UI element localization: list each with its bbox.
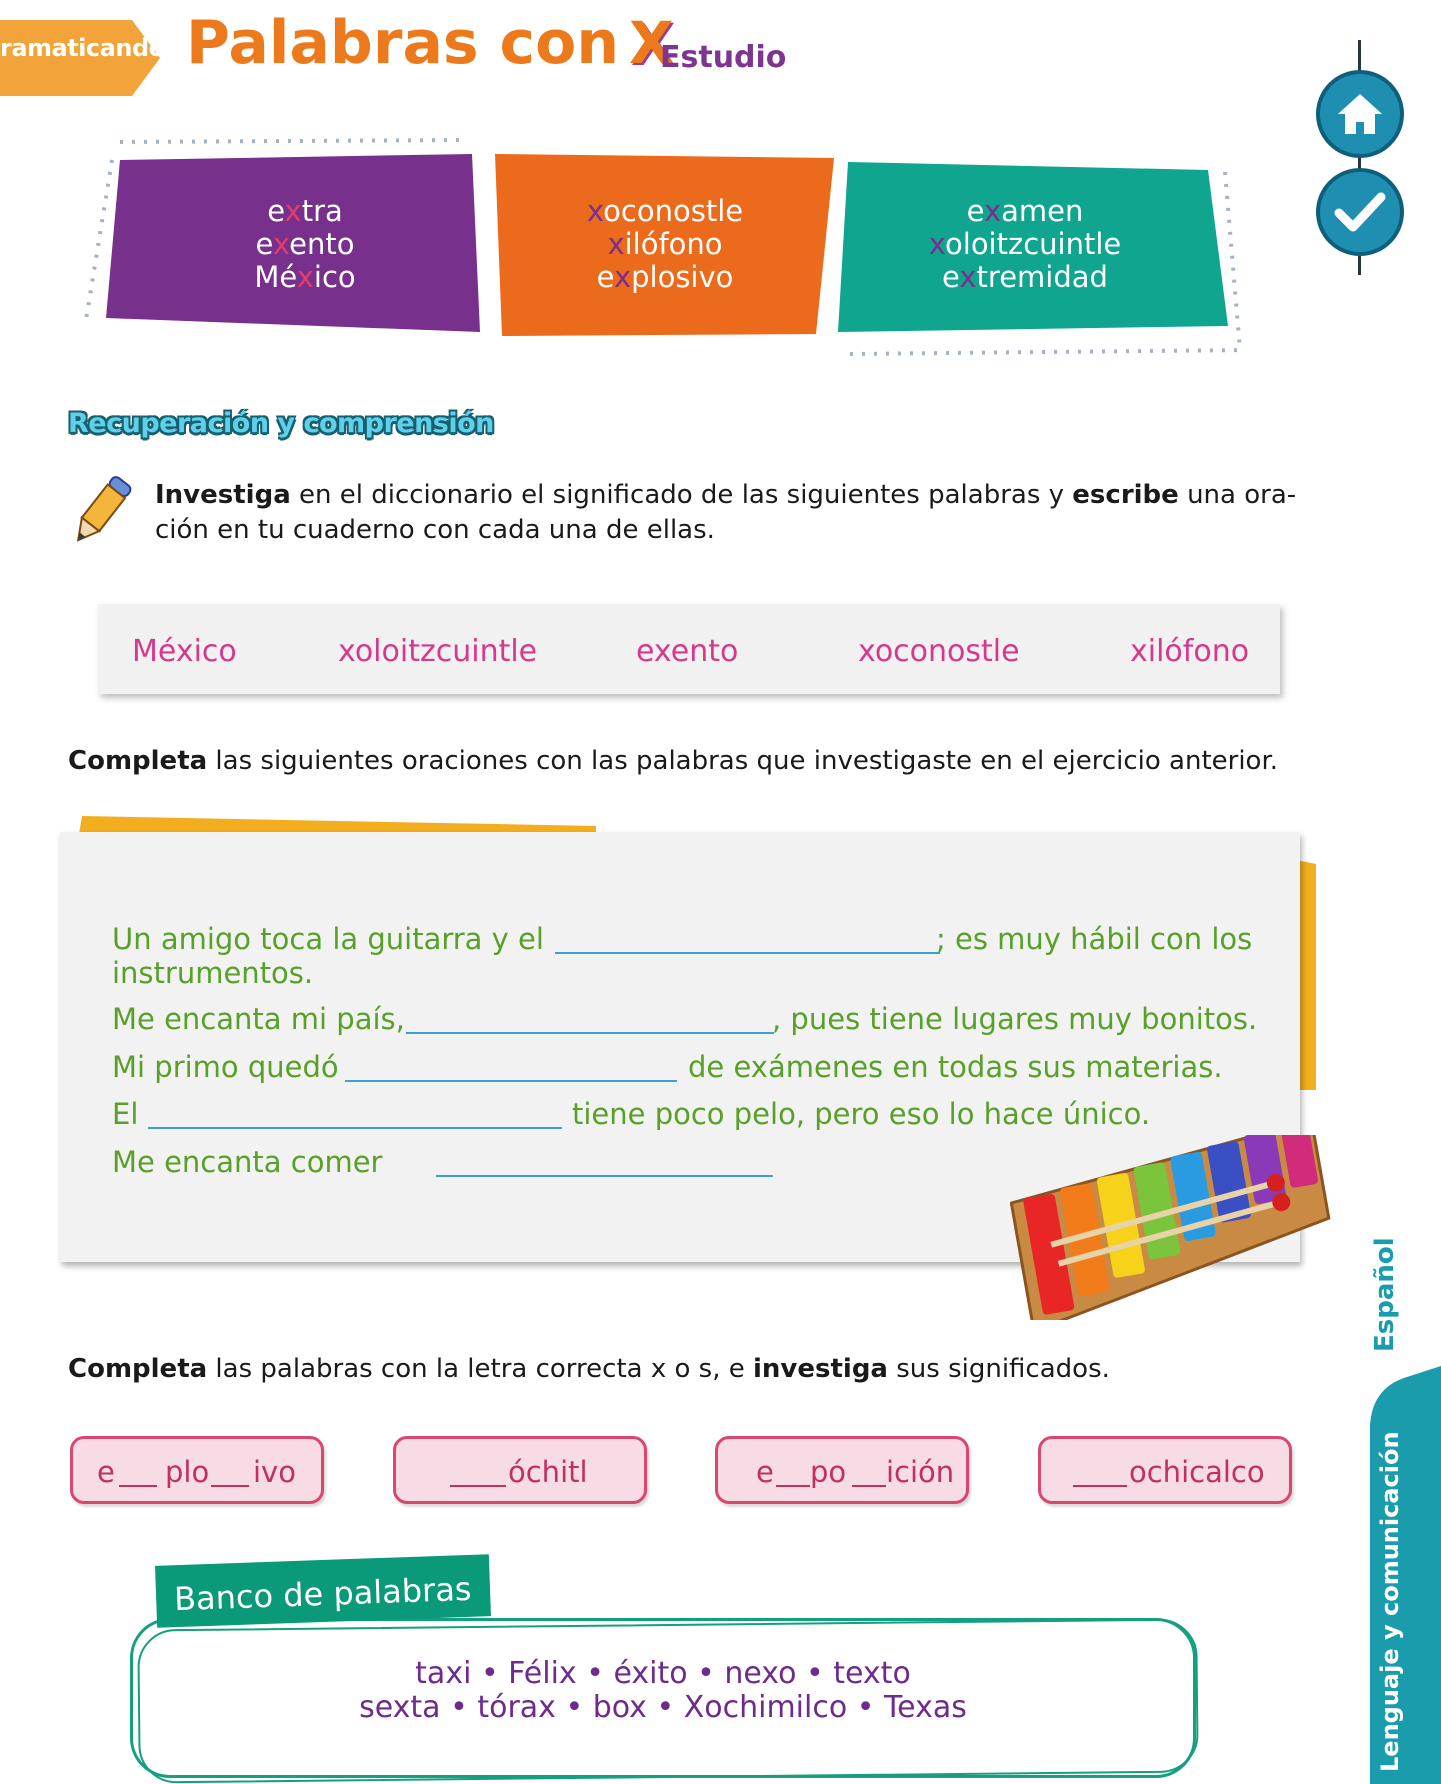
sentence-2a: Me encanta mi país, <box>112 1002 405 1036</box>
word-box-line: extremidad <box>942 260 1108 294</box>
fill-word-card[interactable] <box>393 1436 647 1504</box>
page-subtitle: Estudio <box>660 40 787 75</box>
word-box-line: exento <box>255 227 355 261</box>
word-bank-line-2: sexta • tórax • box • Xochimilco • Texas <box>359 1690 967 1725</box>
letter-blank <box>450 1485 506 1487</box>
word-box-orange <box>540 195 790 294</box>
letter-blank <box>1073 1485 1127 1487</box>
check-icon <box>1334 189 1386 235</box>
subject-label: Español <box>1370 1237 1400 1352</box>
vocab-word: xilófono <box>1130 634 1250 669</box>
letter-blank <box>776 1485 810 1487</box>
answer-blank-2[interactable] <box>406 1032 774 1034</box>
title-letter: X <box>629 9 674 77</box>
word-box-line: xilófono <box>607 227 723 261</box>
sentence-1a: Un amigo toca la guitarra y el <box>112 922 544 956</box>
word-box-line: extra <box>267 194 343 228</box>
fill-word-part: po <box>810 1455 847 1489</box>
fill-word-part: ochicalco <box>1129 1455 1265 1489</box>
section-heading: Recuperación y comprensión <box>68 408 494 439</box>
instruction-complete-letters: Completa las palabras con la letra correcta x o s, e investiga sus significados. <box>68 1354 1110 1384</box>
letter-blank <box>211 1485 249 1487</box>
fill-word-card[interactable] <box>1038 1436 1292 1504</box>
fill-word-part: plo <box>165 1455 210 1489</box>
word-box-line: examen <box>966 194 1084 228</box>
answer-blank-3[interactable] <box>345 1080 677 1082</box>
fill-word-part: ivo <box>253 1455 296 1489</box>
fill-word-card[interactable] <box>715 1436 969 1504</box>
sentence-3b: de exámenes en todas sus materias. <box>688 1050 1223 1084</box>
word-box-line: xoconostle <box>586 194 744 228</box>
vocab-word: xoconostle <box>858 634 1020 669</box>
letter-blank <box>119 1485 157 1487</box>
instruction-complete-sentences: Completa las siguientes oraciones con las palabras que investigaste en el ejercicio anterior. <box>68 746 1279 776</box>
page-title: Palabras con X <box>186 8 674 78</box>
home-button[interactable] <box>1316 70 1404 158</box>
check-button[interactable] <box>1316 168 1404 256</box>
word-box-purple <box>190 195 420 294</box>
word-box-line: xoloitzcuintle <box>928 227 1122 261</box>
sentence-1b: ; es muy hábil con los <box>936 922 1253 956</box>
vocab-word: México <box>132 634 237 669</box>
vocab-word: exento <box>636 634 739 669</box>
word-bank-line-1: taxi • Félix • éxito • nexo • texto <box>415 1656 911 1691</box>
fill-word-part: e <box>97 1455 115 1489</box>
sentence-4a: El <box>112 1097 139 1131</box>
vocabulary-strip <box>98 604 1280 694</box>
letter-blank <box>852 1485 886 1487</box>
home-icon <box>1334 90 1386 138</box>
sentence-4b: tiene poco pelo, pero eso lo hace único. <box>572 1097 1151 1131</box>
sentence-2b: , pues tiene lugares muy bonitos. <box>772 1002 1258 1036</box>
word-bank-title: Banco de palabras <box>173 1569 473 1619</box>
xylophone-image <box>1010 1135 1340 1320</box>
field-label: Lenguaje y comunicación <box>1376 1431 1404 1772</box>
sentence-3a: Mi primo quedó <box>112 1050 339 1084</box>
sentence-5a: Me encanta comer <box>112 1145 383 1179</box>
fill-word-card[interactable] <box>70 1436 324 1504</box>
instruction-research: Investiga en el diccionario el significado de las siguientes palabras y escribe una ora- ción en tu cuaderno con cada una de ellas. <box>155 480 1297 545</box>
word-box-line: explosivo <box>596 260 734 294</box>
fill-word-part: ición <box>886 1455 955 1489</box>
answer-blank-5[interactable] <box>436 1175 773 1177</box>
fill-word-part: e <box>756 1455 774 1489</box>
answer-blank-4[interactable] <box>148 1127 562 1129</box>
answer-blank-1[interactable] <box>555 952 940 954</box>
section-tag-label: ramaticando <box>0 34 165 62</box>
word-box-teal <box>900 195 1150 294</box>
sentence-1c: instrumentos. <box>112 956 314 990</box>
pencil-icon <box>66 472 136 550</box>
fill-word-part: óchitl <box>508 1455 588 1489</box>
word-box-line: México <box>254 260 356 294</box>
vocab-word: xoloitzcuintle <box>338 634 538 669</box>
